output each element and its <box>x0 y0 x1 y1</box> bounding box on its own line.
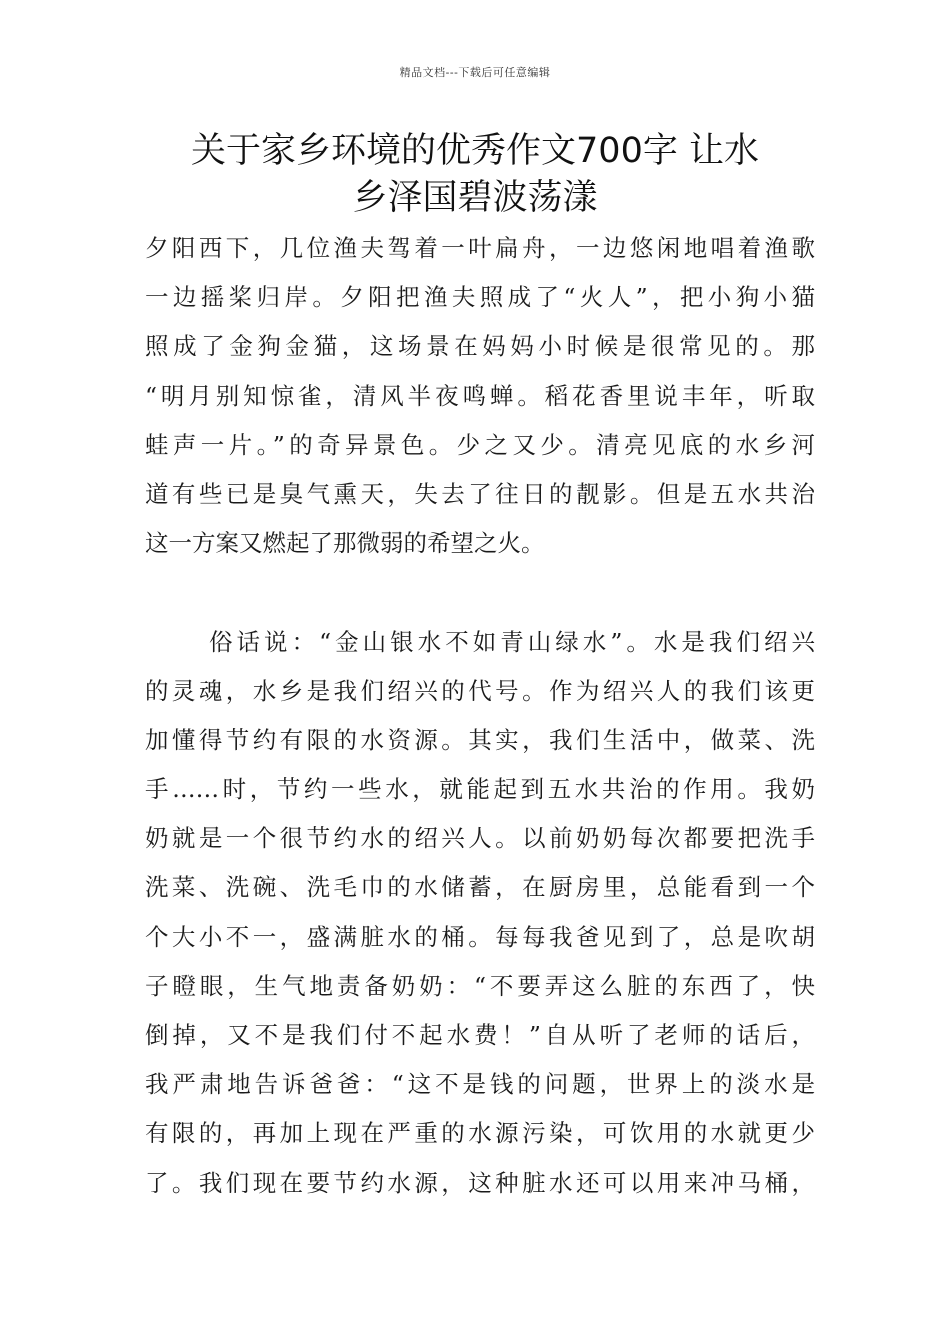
paragraph-spacer <box>145 568 815 617</box>
text-line: 子瞪眼，生气地责备奶奶：“不要弄这么脏的东西了，快 <box>145 971 815 1000</box>
paragraph-2 <box>145 618 815 1208</box>
text-line: 一边摇桨归岸。夕阳把渔夫照成了“火人”，把小狗小猫 <box>145 283 815 312</box>
text-line: 加懂得节约有限的水资源。其实，我们生活中，做菜、洗 <box>145 725 815 754</box>
text-line: 了。我们现在要节约水源，这种脏水还可以用来冲马桶， <box>145 1168 815 1197</box>
text-line: 俗话说：“金山银水不如青山绿水”。水是我们绍兴 <box>209 627 815 656</box>
text-line: 的灵魂，水乡是我们绍兴的代号。作为绍兴人的我们该更 <box>145 676 815 705</box>
text-line: 个大小不一，盛满脏水的桶。每每我爸见到了，总是吹胡 <box>145 922 815 951</box>
text-line: “明月别知惊雀，清风半夜鸣蝉。稻花香里说丰年，听取 <box>145 381 815 410</box>
text-line: 夕阳西下，几位渔夫驾着一叶扁舟，一边悠闲地唱着渔歌 <box>145 234 815 262</box>
title-line: 关于家乡环境的优秀作文700字 让水 <box>191 131 759 171</box>
text-line: 洗菜、洗碗、洗毛巾的水储蓄，在厨房里，总能看到一个 <box>145 873 815 902</box>
text-line: 照成了金狗金猫，这场景在妈妈小时候是很常见的。那 <box>145 332 815 361</box>
text-line: 奶就是一个很节约水的绍兴人。以前奶奶每次都要把洗手 <box>145 824 815 853</box>
text-line: 倒掉，又不是我们付不起水费！”自从听了老师的话后， <box>145 1021 815 1049</box>
text-line: 手……时，节约一些水，就能起到五水共治的作用。我奶 <box>145 775 815 804</box>
text-line: 蛙声一片。”的奇异景色。少之又少。清亮见底的水乡河 <box>145 430 815 459</box>
text-line: 道有些已是臭气熏天，失去了往日的靓影。但是五水共治 <box>145 479 815 508</box>
text-line: 我严肃地告诉爸爸：“这不是钱的问题，世界上的淡水是 <box>145 1070 815 1099</box>
text-line: 这一方案又燃起了那微弱的希望之火。 <box>145 529 545 558</box>
paragraph-1 <box>145 224 815 568</box>
title-line: 乡泽国碧波荡漾 <box>352 178 598 218</box>
document-body <box>145 224 815 1208</box>
page-header: 精品文档---下载后可任意编辑 <box>399 66 551 79</box>
document-title <box>120 128 830 222</box>
text-line: 有限的，再加上现在严重的水源污染，可饮用的水就更少 <box>145 1119 815 1148</box>
